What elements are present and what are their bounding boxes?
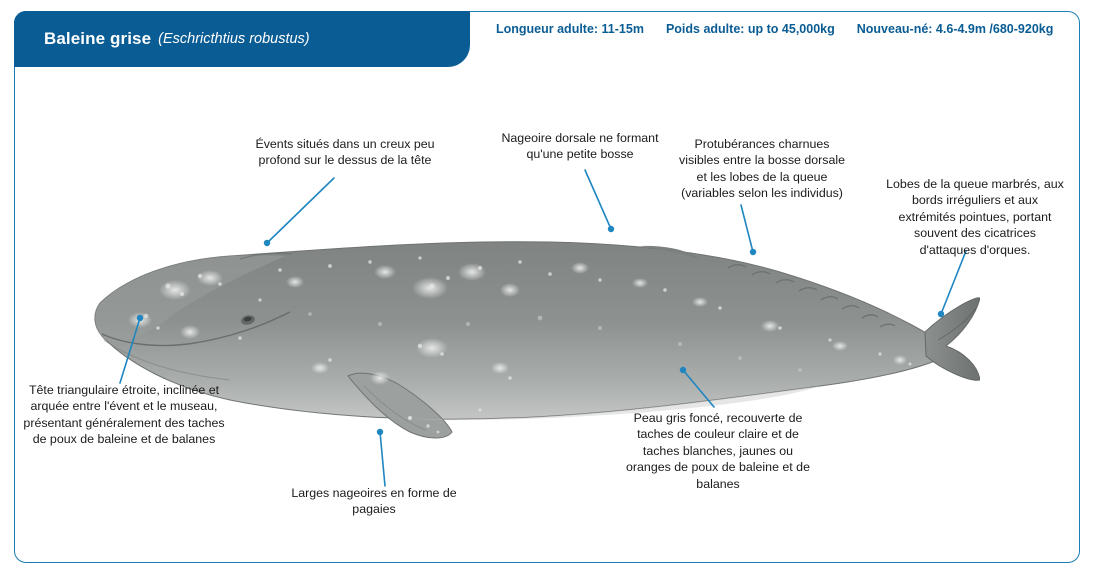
annotation-flippers: Larges nageoires en forme de pagaies [291,486,457,517]
annotation-knuckles: Protubérances charnues visibles entre la bosse dorsale et les lobes de la queue (variables selon les individus) [679,137,845,201]
annotation-blowholes: Évents situés dans un creux peu profond sur le dessus de la tête [255,137,435,168]
scientific-name: (Eschricthtius robustus) [158,31,310,47]
annotation-fluke-lobes: Lobes de la queue marbrés, aux bords irréguliers et aux extrémités pointues, portant souvent des cicatrices d'attaques d'orques. [886,177,1064,257]
stat-length: Longueur adulte: 11-15m [496,22,644,36]
title-bar [14,11,470,67]
annotation-skin: Peau gris foncé, recouverte de taches de couleur claire et de taches blanches, jaunes ou oranges de poux de baleine et de balanes [626,411,810,491]
annotation-dorsal-hump: Nageoire dorsale ne formant qu'une petite bosse [501,131,659,162]
page-title: Baleine grise [44,29,152,48]
stat-weight: Poids adulte: up to 45,000kg [665,22,835,36]
stat-newborn: Nouveau-né: 4.6-4.9m /680-920kg [856,22,1054,36]
annotation-head: Tête triangulaire étroite, inclinée et arquée entre l'évent et le museau, présentant généralement des taches de poux de baleine et de balanes [23,383,225,447]
stats-row [496,22,1053,36]
